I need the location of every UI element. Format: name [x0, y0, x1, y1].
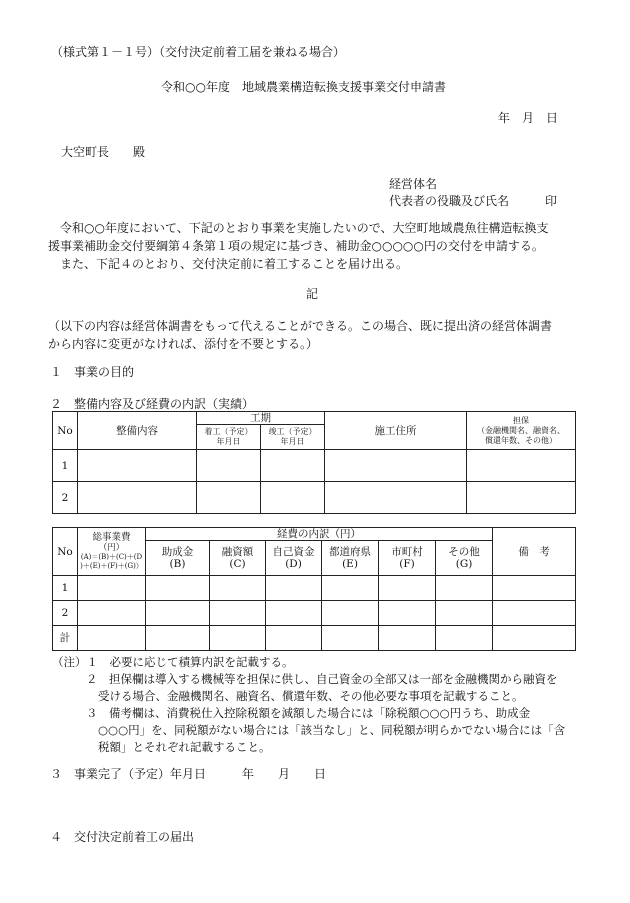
header-loan — [210, 541, 266, 576]
header-total-cost — [78, 528, 146, 576]
cell[interactable] — [210, 576, 266, 601]
cell[interactable] — [493, 601, 576, 626]
municipality-code: (F) — [399, 558, 415, 570]
header-end-date — [261, 425, 325, 450]
cell-end[interactable] — [261, 482, 325, 514]
cell[interactable] — [379, 601, 436, 626]
table-row-total — [53, 626, 576, 651]
note-2-line-2: 受ける場合、金融機関名、融資名、償還年数、その他必要な事項を記載すること。 — [98, 689, 524, 703]
cell-content[interactable] — [78, 482, 197, 514]
application-body — [48, 219, 608, 273]
collateral-line-1: 担保 — [513, 415, 529, 425]
addressee: 大空町長 殿 — [61, 145, 146, 159]
cell[interactable] — [210, 601, 266, 626]
collateral-line-3: 償還年数、その他） — [485, 435, 557, 445]
cell-address[interactable] — [325, 450, 467, 482]
substitution-note-line-1: （以下の内容は経営体調書をもって代えることができる。この場合、既に提出済の経営体調書 — [48, 319, 553, 333]
own-funds-code: (D) — [285, 558, 302, 570]
ki-heading: 記 — [306, 287, 319, 301]
table-row — [53, 576, 576, 601]
own-funds-label: 自己資金 — [272, 546, 315, 558]
cell[interactable] — [322, 576, 379, 601]
total-line-2: （円） — [98, 543, 125, 553]
date-line: 年 月 日 — [498, 111, 559, 125]
municipality-label: 市町村 — [391, 546, 423, 558]
cell[interactable] — [266, 626, 322, 651]
row-number: 2 — [53, 482, 78, 514]
loan-code: (C) — [229, 558, 246, 570]
other-code: (G) — [455, 558, 473, 570]
section-1-heading: １ 事業の目的 — [50, 365, 135, 379]
end-line-1: 竣工（予定） — [268, 427, 317, 436]
header-collateral — [467, 412, 576, 450]
cell[interactable] — [379, 626, 436, 651]
cell[interactable] — [436, 601, 493, 626]
prefecture-label: 都道府県 — [329, 546, 371, 558]
note-3-line-3: 税額」とそれぞれ記載すること。 — [98, 740, 271, 754]
header-prefecture — [322, 541, 379, 576]
substitution-note-line-2: から内容に変更がなければ、添付を不要とする。） — [48, 337, 319, 351]
applicant-name-label: 経営体名 — [389, 177, 438, 191]
header-other — [436, 541, 493, 576]
body-line-2: 援事業補助金交付要綱第４条第１項の規定に基づき、補助金○○○○○円の交付を申請する。 — [48, 239, 544, 253]
header-subsidy — [146, 541, 210, 576]
cell[interactable] — [493, 576, 576, 601]
cell[interactable] — [78, 601, 146, 626]
cell[interactable] — [146, 601, 210, 626]
table-row — [53, 450, 576, 482]
cell[interactable] — [322, 601, 379, 626]
collateral-line-2: （金融機関名、融資名、 — [477, 425, 565, 435]
cell-start[interactable] — [197, 482, 261, 514]
notes-block — [52, 654, 565, 756]
table-row — [53, 482, 576, 514]
cell-address[interactable] — [325, 482, 467, 514]
section-4-heading: ４ 交付決定前着工の届出 — [50, 830, 195, 844]
total-line-3: (A)＝(B)＋(C)＋(D — [80, 553, 143, 561]
header-breakdown: 経費の内訳（円） — [146, 528, 493, 541]
note-2-line-1: ２ 担保欄は導入する機械等を担保に供し、自己資金の全部又は一部を金融機関から融資を — [86, 672, 558, 686]
note-3-line-2: ○○○円」を、同税額がない場合には「該当なし」と、同税額が明らかでない場合には「含 — [98, 723, 566, 737]
total-line-1: 総事業費 — [92, 532, 131, 543]
cell[interactable] — [146, 626, 210, 651]
document-title: 令和○○年度 地域農業構造転換支援事業交付申請書 — [161, 80, 446, 94]
header-own-funds — [266, 541, 322, 576]
cell-content[interactable] — [78, 450, 197, 482]
header-period: 工期 — [197, 412, 325, 425]
total-line-4: )＋(E)＋(F)＋(G)） — [80, 562, 143, 570]
row-number: 1 — [53, 576, 78, 601]
header-municipality — [379, 541, 436, 576]
representative-label: 代表者の役職及び氏名 印 — [389, 194, 558, 208]
section-3-heading: ３ 事業完了（予定）年月日 年 月 日 — [50, 767, 327, 781]
body-line-3: また、下記４のとおり、交付決定前に着工することを届け出る。 — [60, 257, 409, 271]
row-number: 1 — [53, 450, 78, 482]
cell[interactable] — [266, 601, 322, 626]
header-no: No — [53, 528, 78, 576]
form-number: （様式第１－１号）（交付決定前着工届を兼ねる場合） — [51, 45, 346, 59]
body-line-1: 令和○○年度において、下記のとおり事業を実施したいので、大空町地域農魚往構造転換支 — [60, 221, 549, 235]
table-row — [53, 601, 576, 626]
header-content: 整備内容 — [78, 412, 197, 450]
cell-collateral[interactable] — [467, 450, 576, 482]
subsidy-label: 助成金 — [161, 546, 194, 558]
cell-start[interactable] — [197, 450, 261, 482]
start-line-1: 着工（予定） — [204, 427, 253, 436]
cell[interactable] — [322, 626, 379, 651]
note-3-line-1: ３ 備考欄は、消費税仕入控除税額を減額した場合には「除税額○○○円うち、助成金 — [86, 706, 531, 720]
cell-end[interactable] — [261, 450, 325, 482]
other-label: その他 — [448, 546, 480, 558]
note-1: （注）１ 必要に応じて積算内訳を記載する。 — [52, 655, 294, 669]
prefecture-code: (E) — [342, 558, 358, 570]
header-no: No — [53, 412, 78, 450]
cell[interactable] — [78, 626, 146, 651]
header-address: 施工住所 — [325, 412, 467, 450]
cell[interactable] — [436, 576, 493, 601]
header-start-date — [197, 425, 261, 450]
cell[interactable] — [210, 626, 266, 651]
cell[interactable] — [146, 576, 210, 601]
row-number: 計 — [53, 626, 78, 651]
expense-breakdown-table — [52, 527, 576, 651]
end-line-2: 年月日 — [280, 437, 305, 446]
cell[interactable] — [436, 626, 493, 651]
cell-collateral[interactable] — [467, 482, 576, 514]
row-number: 2 — [53, 601, 78, 626]
loan-label: 融資額 — [221, 546, 254, 558]
section-2-heading: ２ 整備内容及び経費の内訳（実績） — [50, 397, 255, 411]
subsidy-code: (B) — [169, 558, 186, 570]
header-remarks: 備 考 — [493, 528, 576, 576]
substitution-note — [48, 317, 608, 353]
cell[interactable] — [379, 576, 436, 601]
start-line-2: 年月日 — [216, 437, 241, 446]
cell[interactable] — [493, 626, 576, 651]
cell[interactable] — [78, 576, 146, 601]
cell[interactable] — [266, 576, 322, 601]
work-details-table — [52, 411, 576, 514]
